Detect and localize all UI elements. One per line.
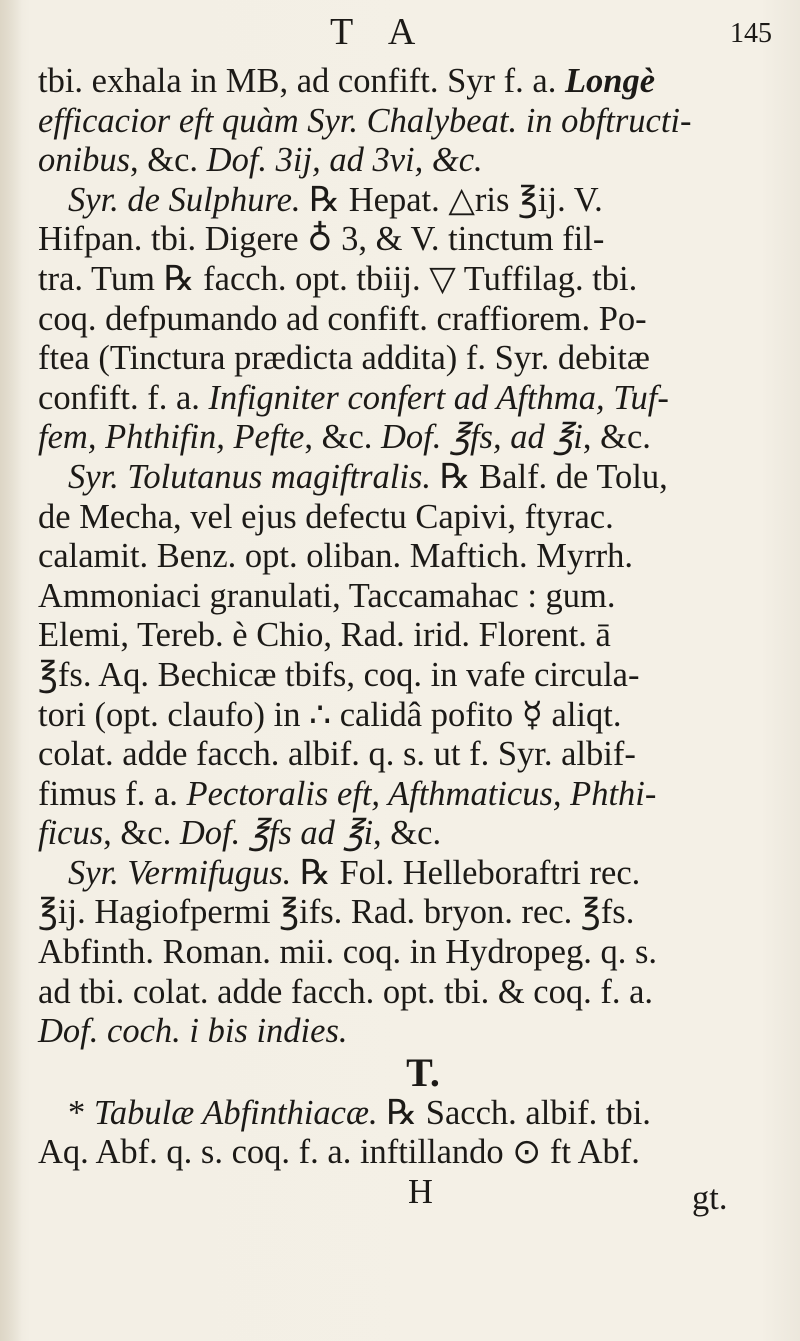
text-line: ℥fs. Aq. Bechicæ tbifs, coq. in vafe circula- <box>38 655 640 694</box>
text-line: ad tbi. colat. adde facch. opt. tbi. & coq. f. a. <box>38 972 654 1011</box>
gutter-shadow <box>0 0 22 1341</box>
section-heading: T. <box>406 1049 440 1095</box>
page-number: 145 <box>730 18 772 49</box>
text-line: coq. defpumando ad confift. craffiorem. Po- <box>38 299 647 338</box>
text-line: ficus, &c. Dof. ℥fs ad ℥i, &c. <box>38 814 442 853</box>
page-header <box>0 10 800 60</box>
text-line: Syr. Tolutanus magiftralis. ℞ Balf. de Tolu, <box>68 457 668 496</box>
text-line: tori (opt. claufo) in ∴ calidâ pofito ☿ aliqt. <box>38 695 622 734</box>
page-footer <box>38 1173 778 1218</box>
text-line: colat. adde facch. albif. q. s. ut f. Syr. albif- <box>38 735 636 774</box>
text-line: calamit. Benz. opt. oliban. Maftich. Myrrh. <box>38 537 633 576</box>
text-line: tra. Tum ℞ facch. opt. tbiij. ▽ Tuffilag. tbi. <box>38 259 638 298</box>
text-line: Aq. Abf. q. s. coq. f. a. inftillando ⊙ ft Abf. <box>38 1133 640 1172</box>
text-line: fimus f. a. Pectoralis eft, Afthmaticus, Phthi- <box>38 774 657 813</box>
text-line: de Mecha, vel ejus defectu Capivi, ftyrac. <box>38 497 614 536</box>
running-head: T A <box>330 11 430 53</box>
text-line: tbi. exhala in MB, ad confift. Syr f. a. Longè <box>38 62 656 100</box>
catchword: gt. <box>692 1179 728 1218</box>
text-line: efficacior eft quàm Syr. Chalybeat. in obftructi- <box>38 101 692 140</box>
text-line: Hifpan. tbi. Digere ♁ 3, & V. tinctum fil- <box>38 220 605 259</box>
text-line: fem, Phthifin, Pefte, &c. Dof. ℥fs, ad ℥i, &c. <box>38 418 651 457</box>
text-line: Syr. Vermifugus. ℞ Fol. Helleboraftri rec. <box>68 853 641 892</box>
body-text <box>38 62 778 1218</box>
text-line: Ammoniaci granulati, Taccamahac : gum. <box>38 576 616 615</box>
text-line: confift. f. a. Infigniter confert ad Afthma, Tuf- <box>38 378 669 417</box>
text-line: ℥ij. Hagiofpermi ℥ifs. Rad. bryon. rec. ℥fs. <box>38 893 635 932</box>
signature-mark: H <box>408 1173 433 1212</box>
text-line: onibus, &c. Dof. 3ij, ad 3vi, &c. <box>38 141 483 180</box>
text-line: Dof. coch. i bis indies. <box>38 1012 348 1051</box>
text-line: Elemi, Tereb. è Chio, Rad. irid. Florent. ā <box>38 616 611 655</box>
text-line: Syr. de Sulphure. ℞ Hepat. △ris ℥ij. V. <box>68 180 603 219</box>
text-line: Abfinth. Roman. mii. coq. in Hydropeg. q. s. <box>38 933 658 972</box>
text-line: ftea (Tinctura prædicta addita) f. Syr. debitæ <box>38 339 650 378</box>
text-line: * Tabulæ Abfinthiacæ. ℞ Sacch. albif. tbi. <box>68 1093 651 1132</box>
